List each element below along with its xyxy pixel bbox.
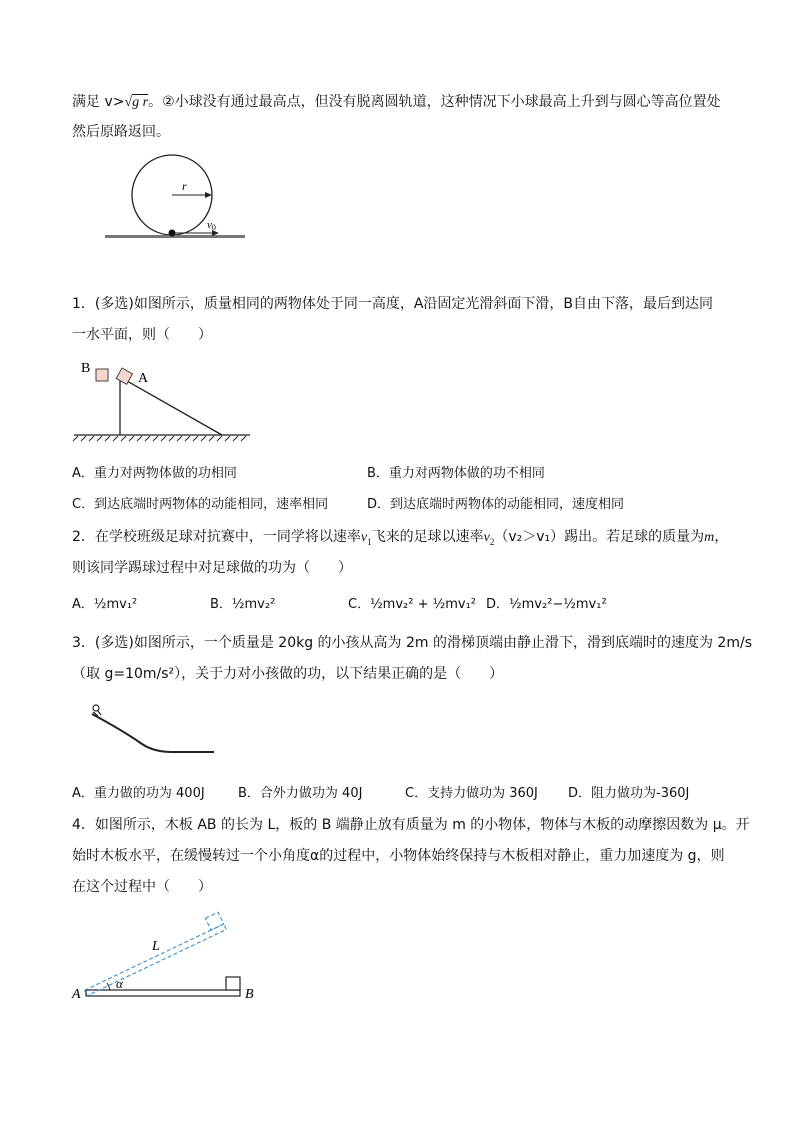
q4-line-2: 始时木板水平，在缓慢转过一个小角度α的过程中，小物体始终保持与木板相对静止，重力加速度为 g，则: [72, 848, 725, 864]
slide-figure: [82, 702, 232, 757]
q4-line-1: 4．如图所示，木板 AB 的长为 L，板的 B 端静止放有质量为 m 的小物体，物体与木板的动摩擦因数为 μ。开: [72, 817, 750, 833]
incline-figure: [72, 355, 262, 440]
label-B: B: [245, 987, 254, 1002]
q1-line-2: 一水平面，则（ ）: [72, 327, 212, 343]
q1-line-1: 1．(多选)如图所示，质量相同的两物体处于同一高度，A沿固定光滑斜面下滑，B自由下落，最后到达同: [72, 296, 714, 312]
intro-text-cont: 。②小球没有通过最高点，但没有脱离圆轨道，这种情况下小球最高上升到与圆心等高位置处: [148, 94, 721, 110]
q2-option-a[interactable]: A．½mv₁²: [72, 597, 138, 612]
q2-option-c[interactable]: C．½mv₂² + ½mv₁²: [348, 597, 476, 612]
sqrt-content: g r: [132, 95, 149, 110]
q1-option-a[interactable]: A．重力对两物体做的功相同: [72, 466, 237, 481]
board-horizontal: [86, 990, 240, 996]
q1-option-b[interactable]: B．重力对两物体做的功不相同: [367, 466, 545, 481]
q3-option-d[interactable]: D．阻力做功为-360J: [568, 786, 690, 801]
mass-symbol: m: [704, 530, 715, 545]
tilted-board-figure: [70, 910, 270, 1005]
q4-line-3: 在这个过程中（ ）: [72, 879, 212, 895]
q2-line-1: [72, 527, 728, 552]
q1-option-c[interactable]: C．到达底端时两物体的动能相同，速率相同: [72, 497, 329, 512]
q2-line-2: 则该同学踢球过程中对足球做的功为（ ）: [72, 560, 352, 576]
velocity-label: v0: [207, 219, 216, 232]
child-head: [93, 705, 99, 711]
slide-curve: [92, 714, 214, 752]
ball: [169, 230, 176, 237]
q2-text-c: （v₂＞v₁）踢出。若足球的质量为: [494, 529, 705, 545]
radius-arrowhead: [205, 192, 212, 198]
intro-line-1: [72, 92, 721, 113]
angle-arc: [107, 983, 110, 990]
ground-line: [105, 235, 245, 238]
label-L: L: [152, 939, 160, 954]
q2-option-d[interactable]: D．½mv₂²−½mv₁²: [486, 597, 607, 612]
q3-option-b[interactable]: B．合外力做功为 40J: [238, 786, 363, 801]
q3-option-a[interactable]: A．重力做的功为 400J: [72, 786, 205, 801]
incline-slope: [120, 377, 222, 435]
v2-symbol: $v_2$: [483, 530, 495, 547]
radius-label: r: [182, 179, 187, 193]
q2-text-d: ，: [714, 529, 729, 545]
q2-option-b[interactable]: B．½mv₂²: [210, 597, 276, 612]
label-B: B: [81, 361, 91, 376]
circle-loop-figure: [100, 155, 250, 245]
q3-line-2: （取 g=10m/s²），关于力对小孩做的功，以下结果正确的是（ ）: [72, 666, 504, 682]
v1-symbol: $v_1$: [360, 530, 372, 547]
intro-text: 满足 v>: [72, 94, 125, 110]
q3-line-1: 3．(多选)如图所示，一个质量是 20kg 的小孩从高为 2m 的滑梯顶端由静止滑下，滑到底端时的速度为 2m/s: [72, 635, 752, 651]
ground-hatch: [73, 436, 246, 441]
q1-option-d[interactable]: D．到达底端时两物体的动能相同，速度相同: [367, 497, 625, 512]
block-A: [116, 368, 132, 384]
block-on-board: [226, 977, 240, 990]
label-A: A: [138, 371, 149, 386]
q3-option-c[interactable]: C．支持力做功为 360J: [405, 786, 538, 801]
q2-text-b: 飞来的足球以速率: [371, 529, 484, 545]
q2-text-a: 2．在学校班级足球对抗赛中，一同学将以速率: [72, 529, 361, 545]
sqrt-symbol: √g r: [124, 95, 149, 110]
intro-line-2: 然后原路返回。: [72, 124, 170, 140]
block-B: [96, 369, 108, 381]
label-A: A: [72, 987, 81, 1002]
label-alpha: α: [116, 976, 123, 991]
